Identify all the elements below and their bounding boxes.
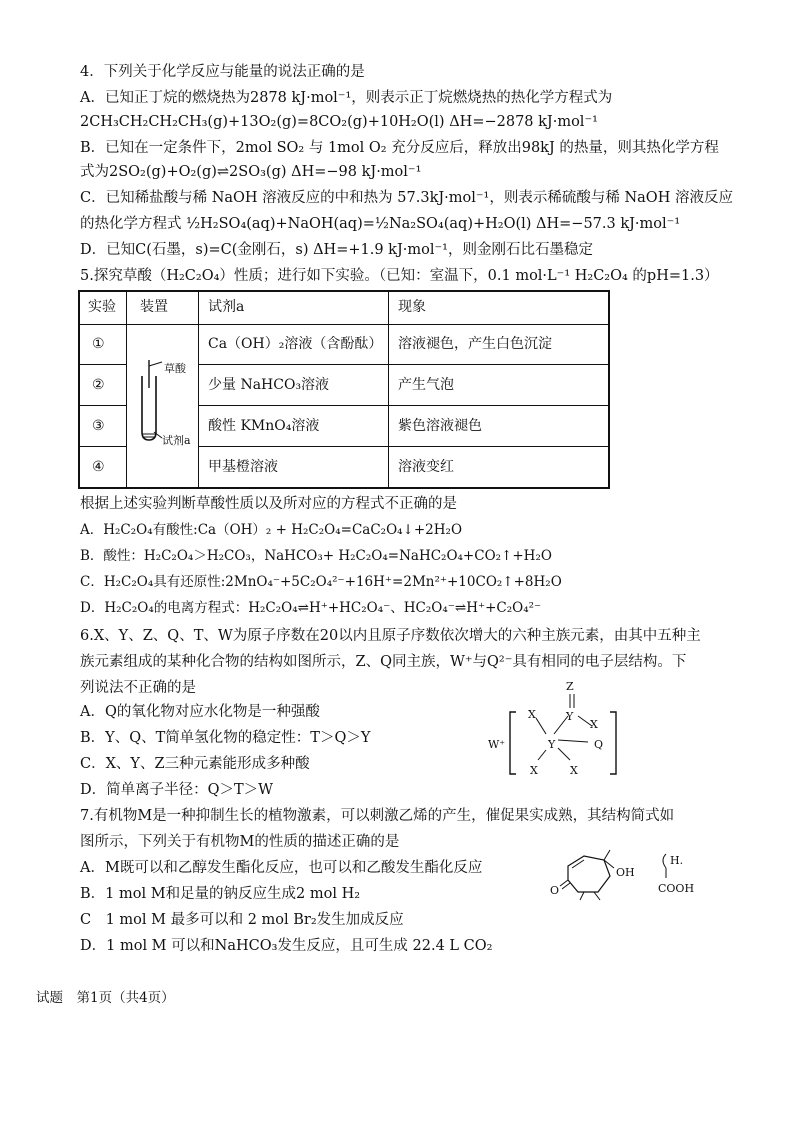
- q5-row1-reagent: Ca（OH）₂溶液（含酚酞）: [208, 336, 383, 352]
- q6-option-d: D．简单离子半径：Q＞T＞W: [80, 782, 274, 798]
- q6-structure-diagram: [488, 678, 628, 788]
- q5-row3-no: ③: [92, 418, 105, 434]
- q4-option-a-line2: 2CH₃CH₂CH₂CH₃(g)+13O₂(g)=8CO₂(g)+10H₂O(l) ΔH=−2878 kJ·mol⁻¹: [80, 114, 598, 130]
- q6-stem-line1: 6.X、Y、Z、Q、T、W为原子序数在20以内且原子序数依次增大的六种主族元素，由其中五种主: [80, 628, 701, 644]
- q5-header-apparatus: 装置: [140, 299, 168, 315]
- struct-o: O: [550, 884, 560, 897]
- q5-row1-result: 溶液褪色，产生白色沉淀: [398, 336, 552, 352]
- q7-option-c: C 1 mol M 最多可以和 2 mol Br₂发生加成反应: [80, 912, 404, 928]
- q7-option-d: D．1 mol M 可以和NaHCO₃发生反应，且可生成 22.4 L CO₂: [80, 938, 493, 954]
- q7-stem-line1: 7.有机物M是一种抑制生长的植物激素，可以刺激乙烯的产生，催促果实成熟，其结构简式如: [80, 808, 675, 824]
- struct-z: Z: [566, 680, 574, 693]
- struct-y: Y: [566, 710, 574, 723]
- page-footer: 试题 第1页（共4页）: [36, 990, 175, 1006]
- q5-option-a: A．H₂C₂O₄有酸性:Ca（OH）₂ + H₂C₂O₄=CaC₂O₄↓+2H₂O: [80, 522, 463, 538]
- struct-oh: OH: [616, 866, 635, 879]
- struct-x-bottom-right: X: [570, 764, 578, 777]
- q5-row3-reagent: 酸性 KMnO₄溶液: [208, 418, 320, 434]
- q5-header-experiment: 实验: [88, 299, 116, 315]
- apparatus-label-reagent: 试剂a: [162, 434, 191, 447]
- apparatus-label-oxalic: 草酸: [164, 362, 186, 375]
- q6-option-b: B．Y、Q、T简单氢化物的稳定性：T＞Q＞Y: [80, 730, 371, 746]
- q5-row3-result: 紫色溶液褪色: [398, 418, 482, 434]
- q4-option-c-line1: C．已知稀盐酸与稀 NaOH 溶液反应的中和热为 57.3kJ·mol⁻¹，则表示稀硫酸与稀 NaOH 溶液反应: [80, 190, 733, 206]
- q4-option-b-line1: B．已知在一定条件下，2mol SO₂ 与 1mol O₂ 充分反应后，释放出98kJ 的热量，则其热化学方程: [80, 140, 719, 156]
- q6-option-c: C．X、Y、Z三种元素能形成多种酸: [80, 756, 310, 772]
- struct-h: H.: [670, 854, 684, 867]
- q4-title: 4．下列关于化学反应与能量的说法正确的是: [80, 64, 365, 80]
- q4-option-c-line2: 的热化学方程式 ½H₂SO₄(aq)+NaOH(aq)=½Na₂SO₄(aq)+H₂O(l) ΔH=−57.3 kJ·mol⁻¹: [80, 216, 681, 232]
- q7-option-b: B．1 mol M和足量的钠反应生成2 mol H₂: [80, 886, 361, 902]
- struct-x-top-left: X: [528, 708, 536, 721]
- q5-header-phenomenon: 现象: [398, 299, 426, 315]
- q4-option-a-line1: A．已知正丁烷的燃烧热为2878 kJ·mol⁻¹，则表示正丁烷燃烧热的热化学方程式为: [80, 90, 613, 106]
- q4-option-b-line2: 式为2SO₂(g)+O₂(g)⇌2SO₃(g) ΔH=−98 kJ·mol⁻¹: [80, 164, 422, 180]
- q5-row2-result: 产生气泡: [398, 377, 454, 393]
- q4-option-d: D．已知C(石墨，s)=C(金刚石，s) ΔH=+1.9 kJ·mol⁻¹，则金刚石比石墨稳定: [80, 242, 593, 258]
- struct-q: Q: [594, 738, 604, 751]
- q5-option-d: D．H₂C₂O₄的电离方程式：H₂C₂O₄⇌H⁺+HC₂O₄⁻、HC₂O₄⁻⇌H⁺+C₂O₄²⁻: [80, 600, 542, 616]
- q5-option-b: B．酸性：H₂C₂O₄＞H₂CO₃，NaHCO₃+ H₂C₂O₄=NaHC₂O₄+CO₂↑+H₂O: [80, 548, 552, 564]
- q5-row2-no: ②: [92, 377, 105, 393]
- q7-structure-diagram: [548, 846, 708, 906]
- q5-row2-reagent: 少量 NaHCO₃溶液: [208, 377, 330, 393]
- q5-stem: 根据上述实验判断草酸性质以及所对应的方程式不正确的是: [80, 496, 457, 512]
- struct-cooh: COOH: [658, 882, 695, 895]
- q5-title: 5.探究草酸（H₂C₂O₄）性质；进行如下实验。（已知：室温下，0.1 mol·L⁻¹ H₂C₂O₄ 的pH=1.3）: [80, 268, 719, 284]
- q5-row1-no: ①: [92, 336, 105, 352]
- q6-stem-line3: 列说法不正确的是: [80, 680, 196, 696]
- q5-header-reagent: 试剂a: [208, 299, 245, 315]
- struct-x-right: X: [590, 718, 598, 731]
- q5-option-c: C．H₂C₂O₄具有还原性:2MnO₄⁻+5C₂O₄²⁻+16H⁺=2Mn²⁺+10CO₂↑+8H₂O: [80, 574, 562, 590]
- q6-option-a: A．Q的氧化物对应水化物是一种强酸: [80, 704, 320, 720]
- q7-stem-line2: 图所示，下列关于有机物M的性质的描述正确的是: [80, 834, 400, 850]
- struct-w-ion: W⁺: [488, 738, 506, 751]
- q5-row4-no: ④: [92, 459, 105, 475]
- struct-y-center: Y: [548, 738, 556, 751]
- q7-option-a: A．M既可以和乙醇发生酯化反应，也可以和乙酸发生酯化反应: [80, 860, 483, 876]
- q5-row4-result: 溶液变红: [398, 459, 454, 475]
- q6-stem-line2: 族元素组成的某种化合物的结构如图所示，Z、Q同主族，W⁺与Q²⁻具有相同的电子层结构。下: [80, 654, 687, 670]
- struct-x-bottom-left: X: [530, 764, 538, 777]
- q5-row4-reagent: 甲基橙溶液: [208, 459, 278, 475]
